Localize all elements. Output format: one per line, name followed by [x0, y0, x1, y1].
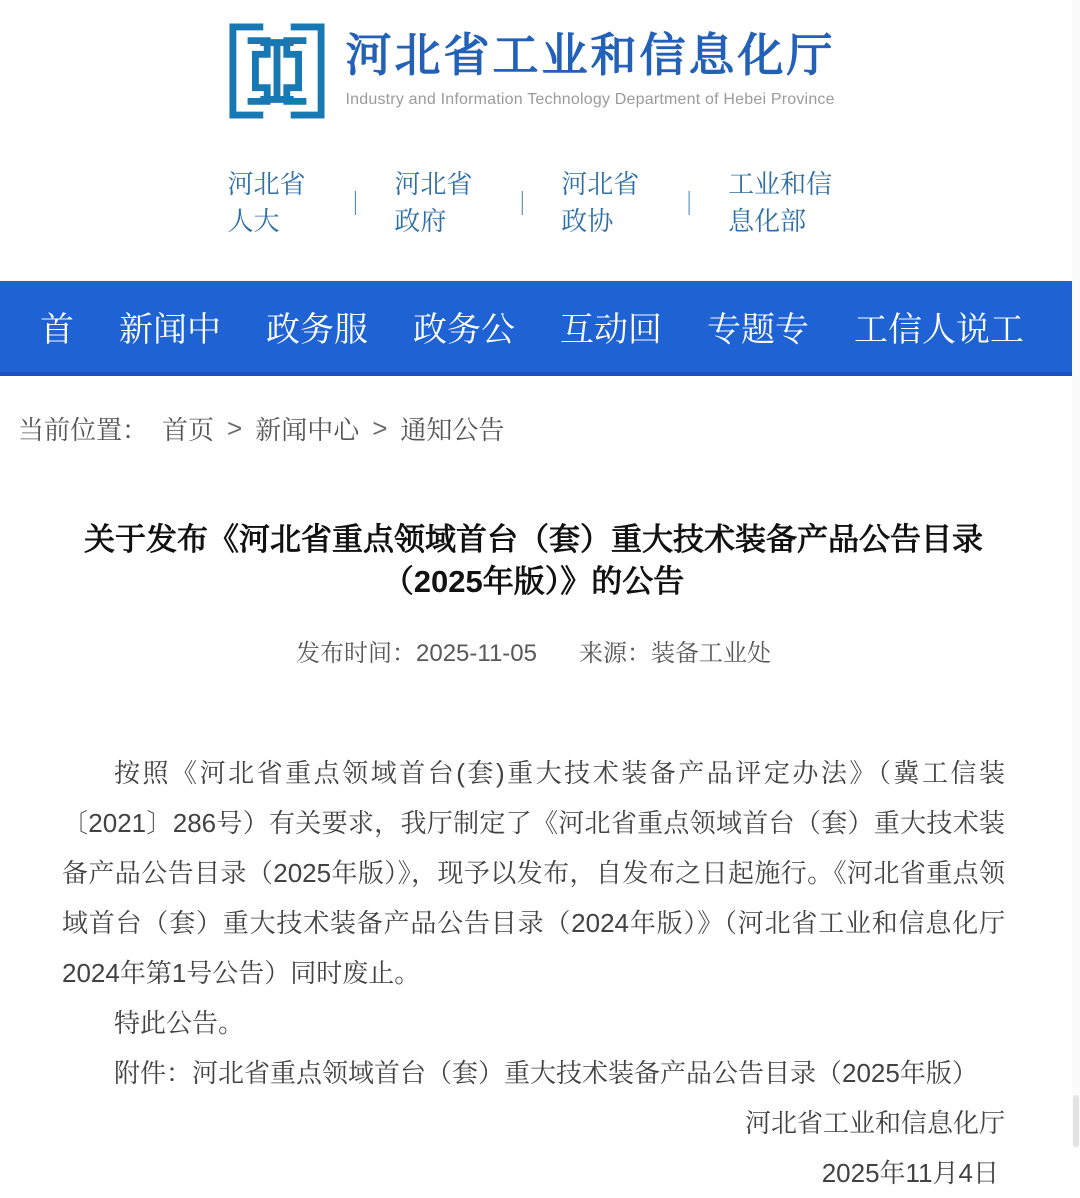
hebei-miit-logo-icon[interactable] — [228, 22, 326, 120]
breadcrumb-separator: > — [372, 413, 388, 443]
scrollbar-thumb[interactable] — [1073, 1095, 1079, 1147]
link-separator: ｜ — [510, 190, 535, 218]
publish-time-value: 2025-11-05 — [416, 640, 537, 667]
brand-row — [228, 22, 853, 120]
nav-item-services[interactable]: 政务服 — [266, 311, 368, 349]
source-label: 来源： — [578, 640, 651, 667]
breadcrumb-separator: > — [227, 413, 243, 443]
signature-date: 2025年11月4日 — [821, 1158, 999, 1188]
site-header — [0, 0, 1080, 281]
nav-item-voices[interactable]: 工信人说工 — [854, 311, 1024, 349]
paragraph-announce: 特此公告。 — [114, 1008, 245, 1038]
site-title: 河北省工业和信息化厅 — [345, 29, 836, 81]
nav-item-news[interactable]: 新闻中 — [119, 311, 221, 349]
article — [0, 519, 1080, 1198]
site-subtitle-en: Industry and Information Technology Department of Hebei Province — [345, 90, 835, 108]
attachment-link[interactable]: 附件：河北省重点领域首台（套）重大技术装备产品公告目录（2025年版） — [114, 1058, 978, 1088]
source-value: 装备工业处 — [650, 640, 771, 667]
gov-links-row — [228, 164, 853, 238]
main-nav — [0, 281, 1080, 376]
breadcrumb-item-home[interactable]: 首页 — [162, 415, 215, 445]
breadcrumb-item-news-center[interactable]: 新闻中心 — [255, 415, 360, 445]
breadcrumb — [0, 376, 1080, 447]
breadcrumb-label: 当前位置： — [18, 415, 149, 445]
signature-org: 河北省工业和信息化厅 — [744, 1108, 1005, 1138]
nav-item-disclosure[interactable]: 政务公 — [413, 311, 515, 349]
article-body — [62, 748, 1005, 1198]
link-hebei-gov[interactable]: 河北省政府 — [394, 169, 473, 236]
link-miit[interactable]: 工业和信息化部 — [728, 169, 833, 236]
publish-time-label: 发布时间： — [296, 640, 416, 667]
signature-block — [62, 1098, 1005, 1198]
breadcrumb-item-notices[interactable]: 通知公告 — [400, 415, 505, 445]
paragraph-main: 按照《河北省重点领域首台(套)重大技术装备产品评定办法》（冀工信装〔2021〕286号）有关要求，我厅制定了《河北省重点领域首台（套）重大技术装备产品公告目录（2025年版）》，现予以发布，自发布之日起施行。《河北省重点领域首台（套）重大技术装备产品公告目录（2024年版）》（河北省工业和信息化厅2024年第1号公告）同时废止。 — [62, 758, 1005, 988]
link-separator: ｜ — [677, 190, 702, 218]
nav-item-interaction[interactable]: 互动回 — [560, 311, 662, 349]
link-hebei-zhengxie[interactable]: 河北省政协 — [561, 169, 640, 236]
link-hebei-renda[interactable]: 河北省人大 — [227, 169, 306, 236]
link-separator: ｜ — [343, 190, 368, 218]
article-title: 关于发布《河北省重点领域首台（套）重大技术装备产品公告目录（2025年版）》的公告 — [84, 522, 983, 599]
nav-item-home[interactable]: 首 — [40, 311, 74, 349]
scrollbar-track[interactable] — [1072, 0, 1080, 1149]
article-meta — [62, 633, 1005, 668]
nav-item-special-topics[interactable]: 专题专 — [707, 311, 809, 349]
